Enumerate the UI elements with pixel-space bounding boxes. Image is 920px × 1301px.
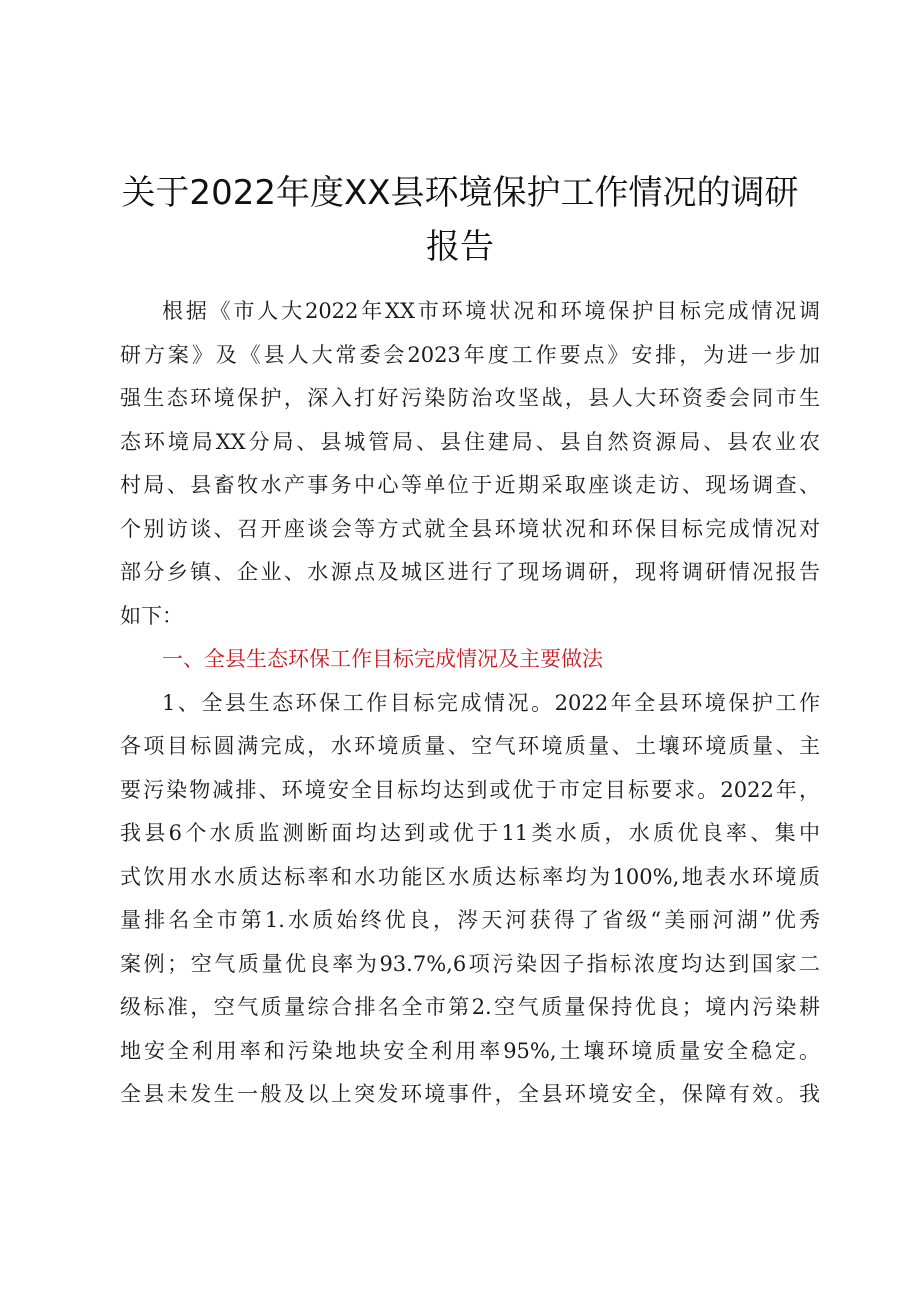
- paragraph-line: 村局、县畜牧水产事务中心等单位于近期采取座谈走访、现场调查、: [120, 473, 820, 497]
- paragraph-line: 1、全县生态环保工作目标完成情况。2022年全县环境保护工作: [162, 690, 820, 715]
- paragraph-line: 个别访谈、召开座谈会等方式就全县环境状况和环保目标完成情况对: [120, 516, 820, 541]
- paragraph-line: 案例；空气质量优良率为93.7%,6项污染因子指标浓度均达到国家二: [120, 951, 820, 976]
- document-body: [120, 290, 820, 1117]
- intro-paragraph: [120, 290, 820, 638]
- title-line: 报告: [426, 227, 494, 267]
- paragraph-line: 各项目标圆满完成，水环境质量、空气环境质量、土壤环境质量、主: [120, 734, 820, 758]
- section-heading: 一、全县生态环保工作目标完成情况及主要做法: [162, 647, 603, 671]
- paragraph-line: 态环境局XX分局、县城管局、县住建局、县自然资源局、县农业农: [120, 429, 820, 454]
- paragraph-line: 强生态环境保护，深入打好污染防治攻坚战，县人大环资委会同市生: [120, 386, 820, 410]
- paragraph-line: 要污染物减排、环境安全目标均达到或优于市定目标要求。2022年，: [120, 777, 820, 802]
- paragraph-line: 如下：: [120, 603, 183, 628]
- paragraph-line: 研方案》及《县人大常委会2023年度工作要点》安排，为进一步加: [120, 342, 820, 367]
- goals-paragraph: [120, 682, 820, 1117]
- title-line: 关于2022年度XX县环境保护工作情况的调研: [121, 173, 799, 213]
- paragraph-line: 级标准，空气质量综合排名全市第2.空气质量保持优良；境内污染耕: [120, 995, 820, 1019]
- paragraph-line: 我县6个水质监测断面均达到或优于11类水质，水质优良率、集中: [120, 821, 820, 845]
- paragraph-line: 地安全利用率和污染地块安全利用率95%,土壤环境质量安全稳定。: [120, 1038, 820, 1063]
- paragraph-line: 根据《市人大2022年XX市环境状况和环境保护目标完成情况调: [162, 299, 820, 323]
- paragraph-line: 量排名全市第1.水质始终优良，涔天河获得了省级“美丽河湖”优秀: [120, 908, 820, 932]
- paragraph-line: 部分乡镇、企业、水源点及城区进行了现场调研，现将调研情况报告: [120, 560, 820, 584]
- document-title: [100, 166, 820, 274]
- paragraph-line: 式饮用水水质达标率和水功能区水质达标率均为100%,地表水环境质: [120, 864, 820, 889]
- paragraph-line: 全县未发生一般及以上突发环境事件，全县环境安全，保障有效。我: [120, 1082, 820, 1106]
